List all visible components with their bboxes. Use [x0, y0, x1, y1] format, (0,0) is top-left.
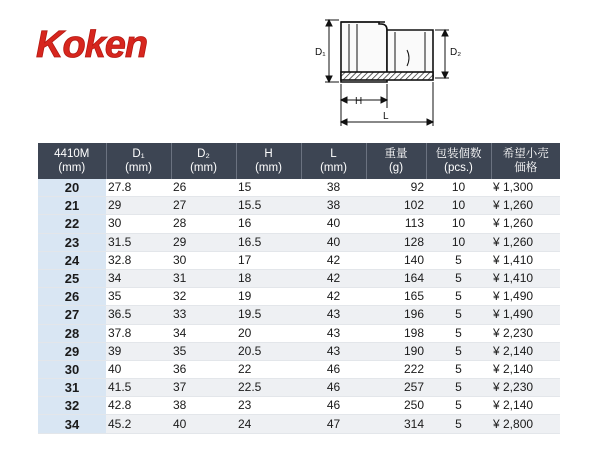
- header-l: L (mm): [301, 143, 366, 179]
- d2-cell: 33: [171, 306, 236, 324]
- h-cell: 15: [236, 179, 301, 197]
- table-row: [38, 306, 560, 324]
- weight-cell: 198: [366, 324, 426, 342]
- h-cell: 17: [236, 251, 301, 269]
- price-cell: ¥ 1,490: [491, 288, 560, 306]
- size-cell: 24: [38, 251, 106, 269]
- socket-dimension-diagram: [305, 10, 475, 130]
- pack-qty-cell: 5: [426, 269, 491, 287]
- weight-cell: 257: [366, 379, 426, 397]
- size-cell: 21: [38, 197, 106, 215]
- l-cell: 46: [301, 360, 366, 378]
- d1-cell: 32.8: [106, 251, 171, 269]
- size-cell: 27: [38, 306, 106, 324]
- table-row: [38, 269, 560, 287]
- price-cell: ¥ 2,800: [491, 415, 560, 433]
- d1-cell: 45.2: [106, 415, 171, 433]
- logo-text: Koken: [36, 24, 148, 66]
- table-row: [38, 251, 560, 269]
- pack-qty-cell: 5: [426, 342, 491, 360]
- d1-cell: 34: [106, 269, 171, 287]
- l-cell: 42: [301, 251, 366, 269]
- price-cell: ¥ 1,260: [491, 215, 560, 233]
- h-cell: 15.5: [236, 197, 301, 215]
- d2-cell: 31: [171, 269, 236, 287]
- d1-cell: 29: [106, 197, 171, 215]
- table-row: [38, 397, 560, 415]
- pack-qty-cell: 10: [426, 179, 491, 197]
- header-pack-qty: 包装個数 (pcs.): [426, 143, 491, 179]
- l-label: L: [383, 111, 389, 122]
- h-cell: 16.5: [236, 233, 301, 251]
- h-dimension: [341, 84, 387, 108]
- price-cell: ¥ 2,140: [491, 360, 560, 378]
- header-weight: 重量 (g): [366, 143, 426, 179]
- l-cell: 43: [301, 342, 366, 360]
- header-d2: D₂ (mm): [171, 143, 236, 179]
- d2-cell: 35: [171, 342, 236, 360]
- weight-cell: 102: [366, 197, 426, 215]
- h-cell: 20: [236, 324, 301, 342]
- l-cell: 38: [301, 179, 366, 197]
- d2-cell: 37: [171, 379, 236, 397]
- h-label: H: [355, 96, 363, 107]
- d1-cell: 27.8: [106, 179, 171, 197]
- d2-cell: 38: [171, 397, 236, 415]
- size-cell: 31: [38, 379, 106, 397]
- weight-cell: 196: [366, 306, 426, 324]
- table-body: [38, 179, 560, 433]
- koken-logo: [34, 22, 174, 66]
- table-row: [38, 197, 560, 215]
- pack-qty-cell: 10: [426, 197, 491, 215]
- table-row: [38, 379, 560, 397]
- l-cell: 46: [301, 379, 366, 397]
- h-cell: 23: [236, 397, 301, 415]
- d2-cell: 40: [171, 415, 236, 433]
- pack-qty-cell: 5: [426, 379, 491, 397]
- l-cell: 46: [301, 397, 366, 415]
- price-cell: ¥ 1,410: [491, 251, 560, 269]
- price-cell: ¥ 1,490: [491, 306, 560, 324]
- price-cell: ¥ 1,300: [491, 179, 560, 197]
- d1-cell: 35: [106, 288, 171, 306]
- table-header-row: [38, 143, 560, 179]
- table-row: [38, 233, 560, 251]
- l-cell: 38: [301, 197, 366, 215]
- socket-drawing: [341, 22, 433, 82]
- pack-qty-cell: 5: [426, 415, 491, 433]
- weight-cell: 164: [366, 269, 426, 287]
- table-row: [38, 342, 560, 360]
- d1-cell: 39: [106, 342, 171, 360]
- header-size: 4410M (mm): [38, 143, 106, 179]
- h-cell: 22.5: [236, 379, 301, 397]
- d1-cell: 30: [106, 215, 171, 233]
- l-cell: 40: [301, 233, 366, 251]
- size-cell: 30: [38, 360, 106, 378]
- d1-cell: 36.5: [106, 306, 171, 324]
- size-cell: 32: [38, 397, 106, 415]
- d2-cell: 32: [171, 288, 236, 306]
- size-cell: 29: [38, 342, 106, 360]
- d2-cell: 29: [171, 233, 236, 251]
- h-cell: 22: [236, 360, 301, 378]
- table-row: [38, 215, 560, 233]
- price-cell: ¥ 1,260: [491, 197, 560, 215]
- weight-cell: 314: [366, 415, 426, 433]
- weight-cell: 140: [366, 251, 426, 269]
- header-d1: D₁ (mm): [106, 143, 171, 179]
- pack-qty-cell: 5: [426, 360, 491, 378]
- h-cell: 24: [236, 415, 301, 433]
- price-cell: ¥ 1,260: [491, 233, 560, 251]
- price-cell: ¥ 2,230: [491, 324, 560, 342]
- weight-cell: 92: [366, 179, 426, 197]
- table-row: [38, 360, 560, 378]
- h-cell: 19: [236, 288, 301, 306]
- price-cell: ¥ 2,140: [491, 342, 560, 360]
- d2-cell: 34: [171, 324, 236, 342]
- table-row: [38, 288, 560, 306]
- d2-dimension: [435, 30, 449, 78]
- table-row: [38, 179, 560, 197]
- weight-cell: 128: [366, 233, 426, 251]
- d2-cell: 27: [171, 197, 236, 215]
- size-cell: 28: [38, 324, 106, 342]
- pack-qty-cell: 5: [426, 306, 491, 324]
- h-cell: 20.5: [236, 342, 301, 360]
- d2-cell: 30: [171, 251, 236, 269]
- weight-cell: 190: [366, 342, 426, 360]
- table-row: [38, 324, 560, 342]
- d1-cell: 41.5: [106, 379, 171, 397]
- table-row: [38, 415, 560, 433]
- size-cell: 22: [38, 215, 106, 233]
- h-cell: 18: [236, 269, 301, 287]
- size-cell: 25: [38, 269, 106, 287]
- weight-cell: 250: [366, 397, 426, 415]
- pack-qty-cell: 5: [426, 251, 491, 269]
- price-cell: ¥ 2,140: [491, 397, 560, 415]
- d1-cell: 31.5: [106, 233, 171, 251]
- size-cell: 23: [38, 233, 106, 251]
- size-cell: 26: [38, 288, 106, 306]
- pack-qty-cell: 5: [426, 397, 491, 415]
- l-cell: 47: [301, 415, 366, 433]
- size-cell: 20: [38, 179, 106, 197]
- d1-label: D₁: [315, 47, 326, 58]
- l-cell: 42: [301, 269, 366, 287]
- d1-cell: 37.8: [106, 324, 171, 342]
- pack-qty-cell: 5: [426, 324, 491, 342]
- d2-cell: 28: [171, 215, 236, 233]
- l-cell: 40: [301, 215, 366, 233]
- price-cell: ¥ 1,410: [491, 269, 560, 287]
- l-cell: 43: [301, 324, 366, 342]
- pack-qty-cell: 10: [426, 233, 491, 251]
- header-h: H (mm): [236, 143, 301, 179]
- pack-qty-cell: 10: [426, 215, 491, 233]
- header-price: 希望小売 価格: [491, 143, 560, 179]
- weight-cell: 113: [366, 215, 426, 233]
- d2-cell: 36: [171, 360, 236, 378]
- d1-cell: 40: [106, 360, 171, 378]
- d1-cell: 42.8: [106, 397, 171, 415]
- size-cell: 34: [38, 415, 106, 433]
- d2-label: D₂: [450, 47, 462, 58]
- l-cell: 43: [301, 306, 366, 324]
- l-cell: 42: [301, 288, 366, 306]
- d1-dimension: [325, 20, 339, 82]
- weight-cell: 165: [366, 288, 426, 306]
- h-cell: 16: [236, 215, 301, 233]
- price-cell: ¥ 2,230: [491, 379, 560, 397]
- weight-cell: 222: [366, 360, 426, 378]
- h-cell: 19.5: [236, 306, 301, 324]
- d2-cell: 26: [171, 179, 236, 197]
- pack-qty-cell: 5: [426, 288, 491, 306]
- spec-table: [38, 143, 560, 434]
